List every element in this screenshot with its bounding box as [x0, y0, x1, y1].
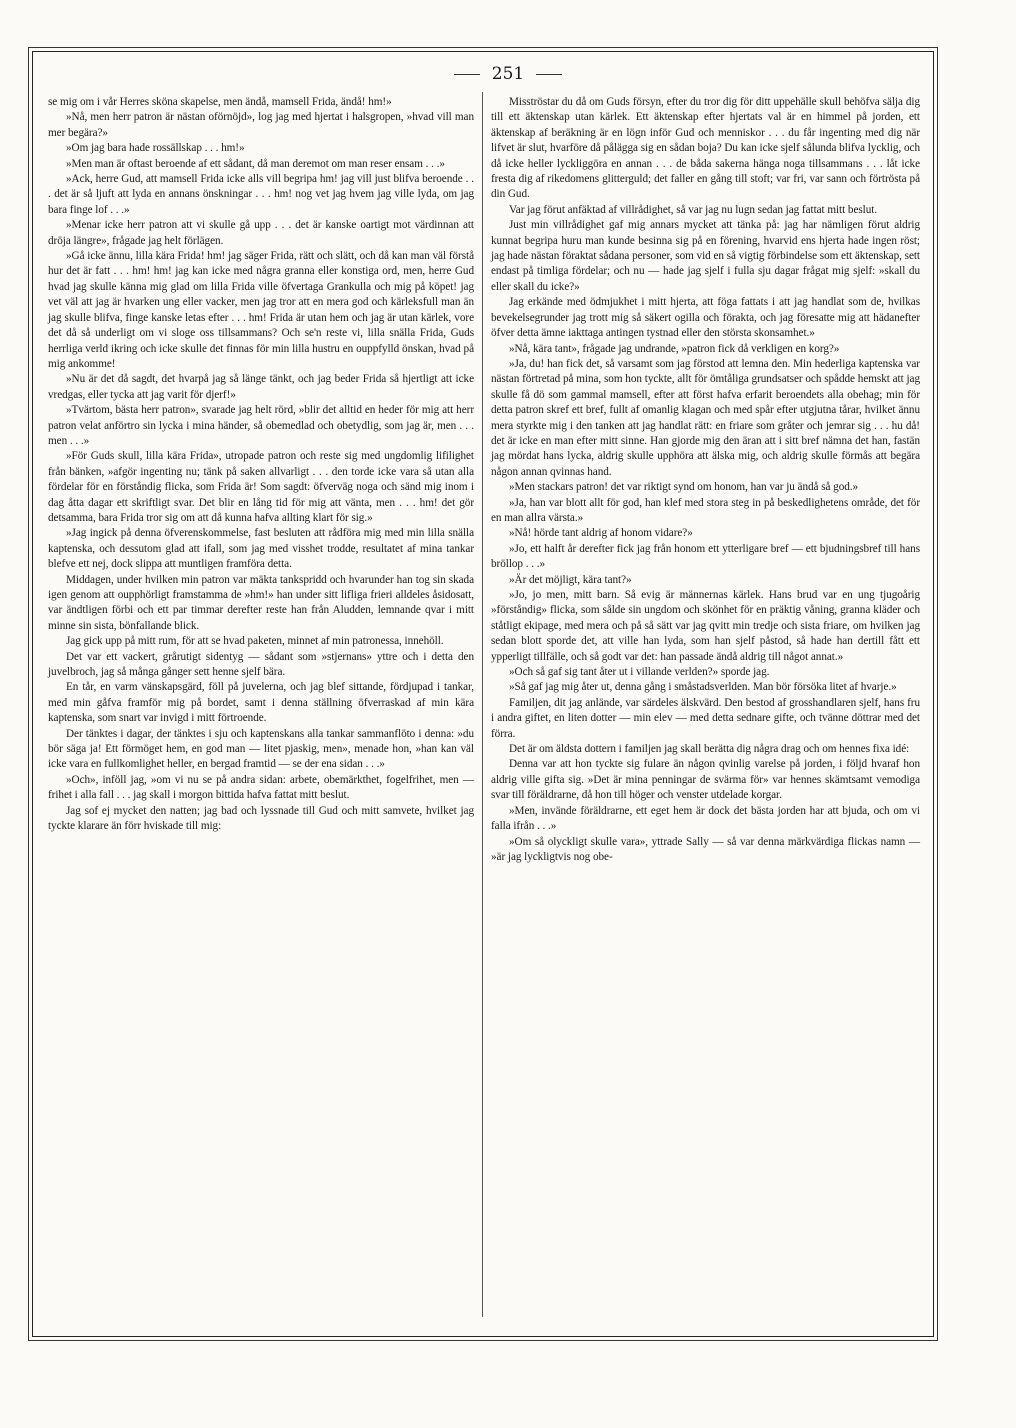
paragraph: »Jag ingick på denna öfverenskommelse, fast besluten att rådföra mig med min lilla snälla kaptenska, och dessutom glad att ifall, som jag med visshet trodde, resultatet af mina tankar blefve ett nej, dock slippa att muntligen framföra detta.: [48, 527, 474, 571]
paragraph: Jag erkände med ödmjukhet i mitt hjerta, att föga fattats i att jag handlat som de, hvilkas bevekelsegrunder jag trott mig så säkert ogilla och förakta, och jag föresatte mig att hädanefter öfver detta ämne iakttaga antingen tystnad eller den största skonsamhet.»: [491, 296, 920, 340]
paragraph: Jag sof ej mycket den natten; jag bad och lyssnade till Gud och mitt samvete, hvilket jag tyckte klarare än förr hviskade till mig:: [48, 804, 474, 833]
paragraph: »Nå, men herr patron är nästan oförnöjd», log jag med hjertat i halsgropen, »hvad vill man mer begära?»: [48, 111, 474, 139]
right-column: [491, 95, 920, 865]
paragraph: Jag gick upp på mitt rum, för att se hvad paketen, minnet af min patronessa, innehöll.: [66, 635, 444, 648]
paragraph: Misströstar du då om Guds försyn, efter du tror dig för ditt uppehälle skull behöfva sälja dig till ett äktenskap utan kärlek. Ett äktenskap efter hjertats val är en himmel på jorden, ett äktenskap af beräkning är en lögn inför Gud och menniskor . . . du får ingenting med dig när lifvet är slut, hvarföre då pålägga sig en sådan boja? Du kan icke sjelf sålunda blifva lycklig, och då icke heller lyckliggöra en annan . . . de båda sakerna hänga noga tillsammans . . . låt icke fresta dig af rikedomens glitterguld; det faller en gång till stoft; var fri, var sann och förtrösta på din Gud.: [491, 96, 920, 201]
paragraph: »Nå, kära tant», frågade jag undrande, »patron fick då verkligen en korg?»: [509, 342, 840, 355]
paragraph: »Ja, du! han fick det, så varsamt som jag förstod att lemna den. Min hederliga kaptenska var nästan förtretad på mina, som hon tyckte, allt för ömtåliga grundsatser och spådde hemskt att jag skulle få dö som gammal mamsell, efter att först hafva erfarit beroendets alla obehag; min för detta patron skref ett bref, fullt af omanlig klagan och med spår efter utgjutna tårar, hvilket ännu mera styrkte mig i den tanken att jag handlat rätt: en friare som gråter och jemrar sig . . . hu då! det är icke en man efter mitt sinne. Han gjorde mig den äran att i sitt bref nämna det han, fastän jag mördat hans lycka, aldrig skulle upphöra att älska mig, och aldrig skulle förmås att begära någon annan qvinnas hand.: [491, 357, 920, 478]
paragraph: Var jag förut anfäktad af villrådighet, så var jag nu lugn sedan jag fattat mitt beslut.: [509, 203, 878, 216]
paragraph: Familjen, dit jag anlände, var särdeles älskvärd. Den bestod af grosshandlaren sjelf, hans fru i andra giftet, en liten dotter — min elev — med detta sednare gifte, och tvänne döttrar med det förra.: [491, 696, 920, 740]
page-number: [0, 64, 1016, 84]
left-column: [48, 95, 474, 835]
paragraph: »Jo, jo men, mitt barn. Så evig är männernas kärlek. Hans brud var en ung tjugoårig »förståndig» flicka, som sålde sin ungdom och skönhet för en präktig våning, granna kläder och ståtligt ekipage, med mera och på så sätt var jag qvitt min tredje och sista friare, om hvilken jag sedan blott sporde det, att ville han lyda, som han sjelf påstod, så hade han dertill fått ett ypperligt tillfälle, och så godt var det: han passade ändå aldrig till något annat.»: [491, 589, 920, 663]
paragraph: »Och så gaf sig tant åter ut i villande verlden?» sporde jag.: [509, 666, 770, 679]
paragraph: »Men, invände föräldrarne, ett eget hem är dock det bästa jorden har att bjuda, och om vi falla ifrån . . .»: [491, 804, 920, 833]
page-number-dash-left: [454, 74, 480, 75]
paragraph: Denna var att hon tyckte sig fulare än någon qvinlig varelse på jorden, i följd hvaraf hon aldrig ville gifta sig. »Det är mina penningar de svärma för» var hennes skämtsamt vemodiga svar till föräldrarne, då hon till höger och venster utdelade korgar.: [491, 758, 920, 802]
paragraph: »Om så olyckligt skulle vara», yttrade Sally — så var denna märkvärdiga flickas namn — »är jag lyckligtvis nog obe-: [491, 835, 920, 863]
paragraph: »Och», inföll jag, »om vi nu se på andra sidan: arbete, obemärkthet, fogelfrihet, men — frihet i alla fall . . . jag skall i morgon bittida hafva fattat mitt beslut.: [48, 773, 474, 802]
paragraph: »Men stackars patron! det var riktigt synd om honom, han var ju ändå så god.»: [509, 481, 859, 494]
paragraph: Det var ett vackert, grårutigt sidentyg — sådant som »stjernans» yttre och i detta den juvelbroch, jag så många gånger sett henne sjelf bära.: [48, 650, 474, 679]
page-number-text: 251: [491, 64, 525, 84]
paragraph: »Tvärtom, bästa herr patron», svarade jag helt rörd, »blir det alltid en heder för mig att herr patron velat anförtro sin lycka i mina händer, så obemedlad och obetydlig, som jag är, men . . . men . . .»: [48, 404, 474, 447]
paragraph: »Nå! hörde tant aldrig af honom vidare?»: [509, 527, 693, 540]
paragraph: se mig om i vår Herres sköna skapelse, men ändå, mamsell Frida, ändå! hm!»: [48, 96, 392, 108]
paragraph: »För Guds skull, lilla kära Frida», utropade patron och reste sig med ungdomlig lifilighet från bänken, »afgör ingenting nu; tänk på saken allvarligt . . . den torde icke vara så utan alla fördelar för en förståndig flicka, som Frida är! Som sagdt: öfverväg noga och sänd mig inom i dag åtta dagar ett skriftligt svar. Det blir en lång tid för mig att vänta, men . . . hm! det gör detsamma, bara Frida tror sig om att då kunna hafva allting klart för sig.»: [48, 450, 474, 524]
paragraph: »Om jag bara hade rossällskap . . . hm!»: [66, 142, 245, 155]
page-number-dash-right: [536, 74, 562, 75]
paragraph: Middagen, under hvilken min patron var mäkta tankspridd och hvarunder han tog sin skada igen genom att oupphörligt framstamma de »hm!» han under sitt lifliga frieri alldeles åsidosatt, var ändtligen förbi och ett par timmar derefter reste han från Aludden, lemnande qvar i mitt minne sin sista, bönfallande blick.: [48, 573, 474, 632]
paragraph: »Är det möjligt, kära tant?»: [509, 573, 632, 586]
paragraph: »Ja, han var blott allt för god, han klef med stora steg in på beskedlighetens område, det för en man allra värsta.»: [491, 496, 920, 524]
paragraph: »Menar icke herr patron att vi skulle gå upp . . . det är kanske oartigt mot värdinnan att dröja längre», frågade jag helt förlägen.: [48, 219, 474, 247]
paragraph: Det är om äldsta dottern i familjen jag skall berätta dig några drag och om hennes fixa idé:: [509, 743, 910, 756]
paragraph: En tår, en varm vänskapsgärd, föll på juvelerna, och jag blef sittande, fördjupad i tankar, med min gåfva framför mig på bordet, samt i denna ställning öfverraskad af min kära kaptenska, som snart var invigd i mitt förtroende.: [48, 681, 474, 725]
paragraph: Der tänktes i dagar, der tänktes i sju och kaptenskans alla tankar sammanflöto i denna: »du bör säga ja! Ett förmöget hem, en god man — litet pjaskig, men», menade hon, »han kan väl icke vara en fullkomlighet heller, en bergad framtid — se der ena sidan . . .»: [48, 727, 474, 771]
paragraph: Just min villrådighet gaf mig annars mycket att tänka på: jag har nämligen förut aldrig kunnat begripa huru man kunde besinna sig på en förening, hvarvid ens hjerta hade ingen röst; jag hade nästan föraktat sådana personer, som vid en så vigtig förbindelse som ett äktenskap, sett endast på timliga fördelar; och nu — hade jag sjelf i fulla sju dagar frågat mig sjelf: »skall du eller skall du icke?»: [491, 219, 920, 293]
paragraph: »Jo, ett halft år derefter fick jag från honom ett ytterligare bref — ett bjudningsbref till hans bröllop . . .»: [491, 542, 920, 571]
paragraph: »Ack, herre Gud, att mamsell Frida icke alls vill begripa hm! jag vill just blifva beroende . . . det är så ljuft att lyda en annans önskningar . . . hm! nog vet jag hvem jag ville lyda, om jag bara finge lof . . .»: [48, 173, 474, 216]
column-divider: [482, 92, 483, 1317]
paragraph: »Så gaf jag mig åter ut, denna gång i småstadsverlden. Man bör försöka litet af hvarje.»: [509, 681, 897, 694]
paragraph: »Nu är det då sagdt, det hvarpå jag så länge tänkt, och jag beder Frida så hjertligt att icke vredgas, eller tycka att jag varit för djerf!»: [48, 373, 474, 401]
paragraph: »Gå icke ännu, lilla kära Frida! hm! jag säger Frida, rätt och slätt, och då kan man väl förstå hur det är fatt . . . hm! hm! jag kan icke med några granna eller konstiga ord, men, herre Gud hvad jag skulle känna mig glad om lilla Frida ville öfvertaga Grankulla och mig på köpet! jag vet väl att jag är hvarken ung eller vacker, men jag tror att en mera god och kärleksfull man än jag skulle blifva, finge kanske letas efter . . . hm! Frida är utan hem och jag är utan kärlek, vore det då så underligt om vi sloge oss tillsammans? Och se'n reste vi, lilla snälla Frida, Guds herrliga verld ikring och icke skulle det finnas för min lilla hustru en ouppfylld önskan, hvad på mig ankomme!: [48, 250, 474, 370]
paragraph: »Men man är oftast beroende af ett sådant, då man deremot om man reser ensam . . .»: [66, 157, 445, 170]
